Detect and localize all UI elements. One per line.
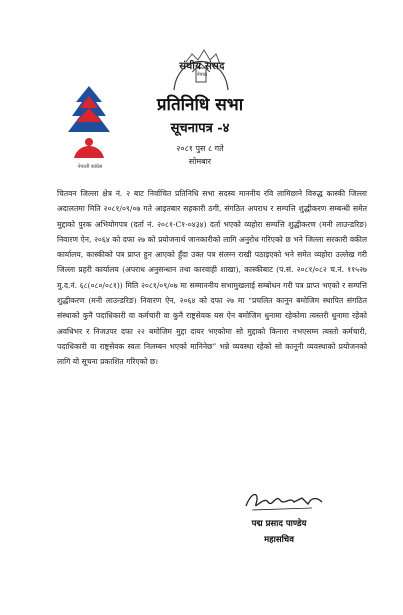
notice-body: चितवन जिल्ला क्षेत्र नं. २ बाट निर्वाचित प्रतिनिधि सभा सदस्य माननीय रवि लामिछाने विरुद्ध कास्की जिल्ला अदालतमा मिति २०८१/०९/०७ गते आइतबार सहकारी ठगी, संगठित अपराध र सम्पत्ति शुद्धीकरण सम्बन्धी समेत मुद्दाको पुरक अभियोगपत्र (दर्ता नं. २०८१-C१-०४३४) दर्ता भएको व्यहोरा सम्पत्ति शुद्धीकरण (मनी लाउन्डरिङ) निवारण ऐन, २०६४ को दफा २७ को प्रयोजनार्थ जानकारीको लागि अनुरोध गरिएको छ भने जिल्ला सरकारी वकील कार्यालय, कास्कीको पत्र प्राप्त हुन आएको हुँदा उक्त पत्र संलग्न राखी पठाइएको भने समेत व्यहोरा उल्लेख गरी जिल्ला प्रहरी कार्यालय (अपराध अनुसन्धान तथा कारवाही शाखा), कास्कीबाट (प.सं. २०८१/०८२ च.नं. ११५२७ मु.द.नं. ६८(०८०/०८१)) मिति २०८१/०९/०७ मा सम्माननीय सभामुखलाई सम्बोधन गरी पत्र प्राप्त भएको र सम्पत्ति शुद्धीकरण (मनी लाउन्डरिङ) निवारण ऐन, २०६४ को दफा २७ मा “प्रचलित कानून बमोजिम स्थापित संगठित संस्थाको कुनै पदाधिकारी वा कर्मचारी वा कुनै राष्ट्रसेवक यस ऐन बमोजिम धुनामा रहेकोमा त्यस्तरी धुनामा रहेको अवधिभर र निजउपर दफा २२ बमोजिम मुद्दा दायर भएकोमा सो मुद्दाको किनारा नभएसम्म त्यस्तो कर्मचारी, पदाधिकारी वा राष्ट्रसेवक स्वतः निलम्बन भएको मानिनेछ” भन्ने व्यवस्था रहेको सो कानूनी व्यवस्थाको प्रयोजनको लागि यो सूचना प्रकाशित गरिएको छ। — [57, 189, 367, 367]
house-name: प्रतिनिधि सभा — [156, 95, 244, 115]
signatory-title: महासचिव — [264, 535, 294, 545]
party-caption: नेपाली कांग्रेस — [77, 164, 103, 170]
org-name: संघीय संसद — [179, 61, 225, 72]
org-sub: नेपाल — [196, 72, 208, 78]
handwritten-signature — [242, 486, 332, 516]
signatory-name: पद्म प्रसाद पाण्डेय — [251, 519, 307, 529]
notice-day: सोमबार — [188, 157, 212, 166]
notice-number: सूचनापत्र -४ — [170, 121, 230, 136]
notice-date: २०८१ पुस ८ गते — [176, 144, 224, 153]
